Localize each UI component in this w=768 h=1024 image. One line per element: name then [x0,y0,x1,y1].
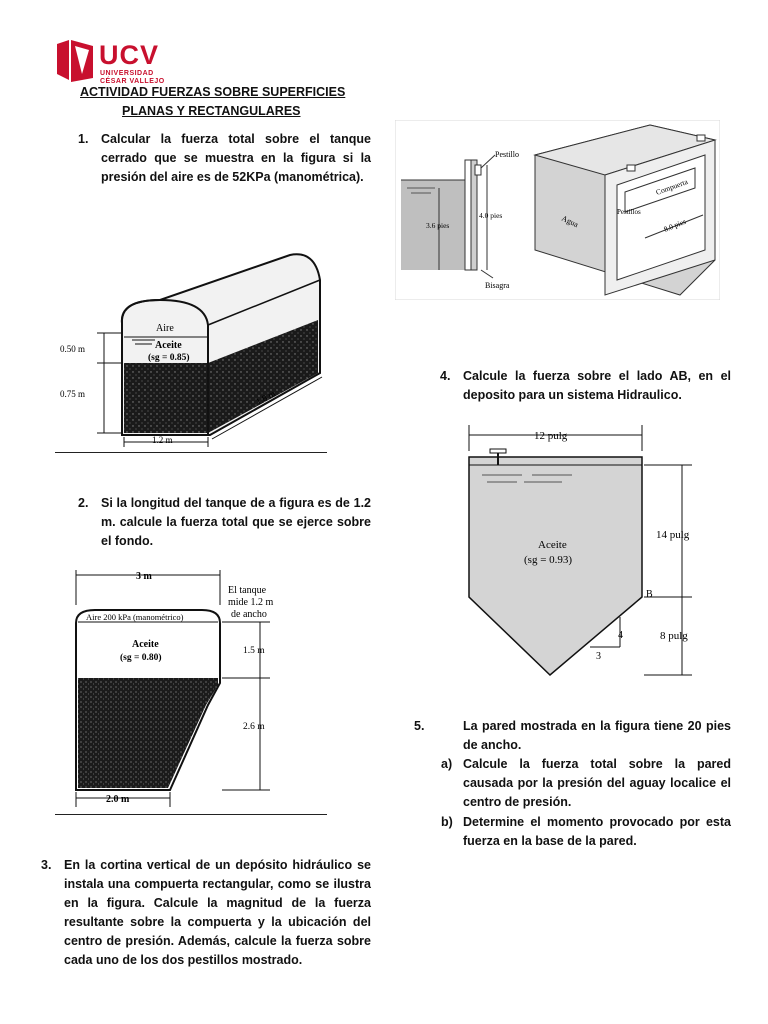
fig2-note3: de ancho [231,609,267,620]
ucv-shield-icon [55,40,95,82]
fig2-bottom-dim: 2.0 m [106,794,130,805]
fig3-dim-36: 3.6 pies [426,221,450,230]
question-4-number: 4. [440,369,451,383]
fig4-aceite-label: Aceite [538,539,567,551]
fig2-aceite-label: Aceite [132,639,159,650]
fig1-aceite-label: Aceite [155,340,182,351]
figure-2-tank [60,565,305,815]
fig3-dim-40: 4.0 pies [479,211,503,220]
question-1-text: Calcular la fuerza total sobre el tanque cerrado que se muestra en la figura si la presión del aire es de 52KPa (manométrica). [101,132,371,184]
fig1-dim-050: 0.50 m [60,344,86,354]
question-1-number: 1. [78,132,89,146]
question-5b-label: b) [441,815,453,829]
question-5-intro: La pared mostrada en la figura tiene 20 pies de ancho. [463,719,731,752]
question-5b-text: Determine el momento provocado por esta fuerza en la base de la pared. [463,815,731,848]
page-title-line1: ACTIVIDAD FUERZAS SOBRE SUPERFICIES [80,85,346,99]
fig1-dim-075: 0.75 m [60,389,86,399]
logo-sub-name: CÉSAR VALLEJO [100,78,165,85]
fig2-sg-label: (sg = 0.80) [120,653,162,663]
fig1-aire-label: Aire [156,323,174,334]
fig2-dim-15: 1.5 m [243,646,265,656]
divider [55,452,327,453]
fig1-dim-12: 1.2 m [152,435,173,445]
fig2-note2: mide 1.2 m [228,597,274,608]
fig1-dim-18: 1.8 m [254,388,278,407]
fig4-sg-label: (sg = 0.93) [524,554,573,566]
figure-1-tank [60,245,330,455]
fig4-three: 3 [596,651,601,662]
question-5a-text: Calcule la fuerza total sobre la pared causada por la presión del aguay localice el centro de presión. [463,757,731,809]
fig2-dim-26: 2.6 m [243,722,265,732]
ucv-logo [55,40,165,85]
question-3-number: 3. [41,858,52,872]
question-5-number: 5. [414,719,425,733]
fig4-b-label: B [646,589,653,600]
fig2-note1: El tanque [228,585,267,596]
question-5a-label: a) [441,757,453,771]
fig2-top-dim: 3 m [136,571,152,582]
fig3-agua: Agua [560,213,580,230]
divider [55,814,327,815]
fig3-bisagra: Bisagra [485,281,510,290]
fig3-pestillo: Pestillo [495,150,520,159]
figure-4-tank [462,425,712,685]
logo-sub-university: UNIVERSIDAD [100,70,154,77]
fig3-pestillos: Pestillos [617,208,641,216]
question-3-text: En la cortina vertical de un depósito hidráulico se instala una compuerta rectangular, como se ilustra en la figura. Calcule la magnitud de la fuerza resultante sobre la compuerta y la ubicación del centro de presión. Además, calcule la fuerza sobre cada uno de los dos pestillos mostrado. [64,858,371,967]
fig4-dim-14: 14 pulg [656,529,690,541]
fig2-aire-label: Aire 200 kPa (manométrico) [86,612,184,622]
fig4-four: 4 [618,630,623,641]
fig3-compuerta: Compuerta [654,177,690,197]
fig3-dim-80: 8.0 pies [662,216,688,234]
page-title-line2: PLANAS Y RECTANGULARES [122,104,301,118]
logo-name: UCV [99,40,160,70]
question-4-text: Calcule la fuerza sobre el lado AB, en el deposito para un sistema Hidraulico. [463,369,731,402]
fig4-dim-8: 8 pulg [660,630,688,642]
question-2-text: Si la longitud del tanque de a figura es de 1.2 m. calcule la fuerza total que se ejerce sobre el fondo. [101,496,371,548]
fig1-sg-label: (sg = 0.85) [148,353,190,363]
question-2-number: 2. [78,496,89,510]
fig4-top-dim: 12 pulg [534,430,568,442]
figure-3-gate [395,120,720,300]
